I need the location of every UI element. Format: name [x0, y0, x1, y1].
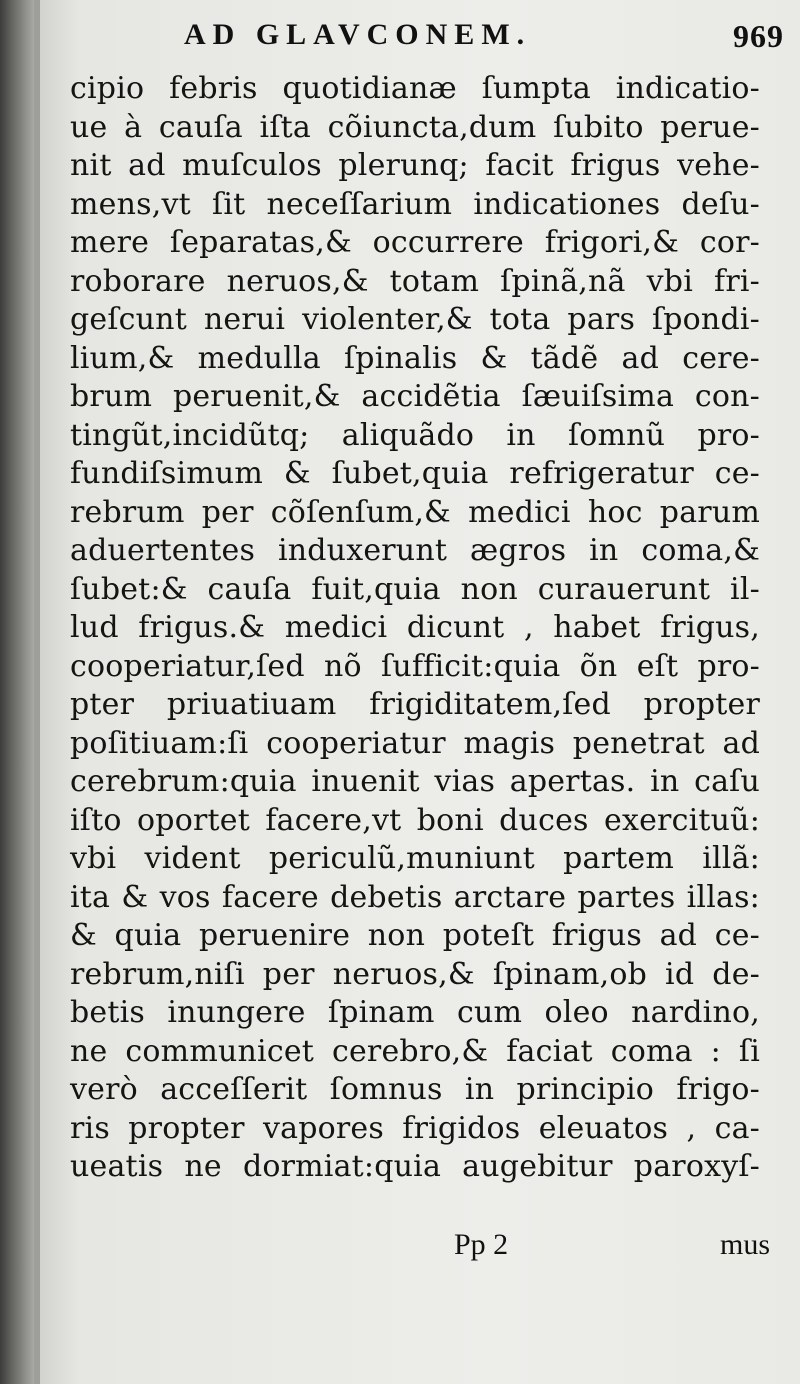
- book-page: [34, 0, 800, 1384]
- text-line: verò acceſſerit ſomnus in principio frigo-: [70, 1072, 760, 1107]
- catchword: mus: [719, 1228, 770, 1261]
- text-line: ſubet:& cauſa fuit,quia non curauerunt il-: [70, 571, 760, 607]
- signature-mark: Pp 2: [454, 1228, 509, 1261]
- text-line: lud frigus.& medici dicunt , habet frigus,: [70, 610, 760, 645]
- text-line: lium,& medulla ſpinalis & tãdẽ ad cere-: [70, 340, 760, 376]
- text-line: ne communicet cerebro,& faciat coma : ſi: [70, 1033, 760, 1069]
- text-line: ita & vos facere debetis arctare partes illas:: [70, 879, 760, 915]
- page-number: 969: [733, 18, 784, 54]
- text-line: iſto oportet facere,vt boni duces exercituũ:: [70, 802, 760, 838]
- text-line: nit ad muſculos plerunq; facit frigus vehe-: [70, 148, 760, 183]
- text-line: cipio febris quotidianæ ſumpta indicatio-: [70, 71, 760, 106]
- text-line: pter priuatiuam frigiditatem,ſed propter: [70, 687, 760, 722]
- page-gutter: [34, 0, 40, 1384]
- text-line: roborare neruos,& totam ſpinã,nã vbi fri-: [70, 263, 760, 299]
- text-line: mens,vt ſit neceſſarium indicationes deſu-: [70, 186, 760, 222]
- text-line: aduertentes induxerunt ægros in coma,&: [70, 533, 760, 568]
- text-line: brum peruenit,& accidẽtia ſæuiſsima con-: [70, 379, 760, 414]
- text-line: geſcunt nerui violenter,& tota pars ſpondi-: [70, 302, 760, 337]
- text-line: cerebrum:quia inuenit vias apertas. in caſu: [70, 764, 760, 799]
- text-line: rebrum per cõſenſum,& medici hoc parum: [70, 494, 760, 530]
- adjacent-page-bleed: [0, 60, 26, 620]
- text-line: ueatis ne dormiat:quia augebitur paroxyſ-: [70, 1149, 760, 1184]
- text-line: fundiſsimum & ſubet,quia refrigeratur ce-: [70, 456, 760, 491]
- text-line: tingũt,incidũtq; aliquãdo in ſomnũ pro-: [70, 417, 760, 453]
- page-header: [184, 18, 784, 64]
- text-line: ris propter vapores frigidos eleuatos , ca-: [70, 1110, 760, 1146]
- text-line: rebrum,niſi per neruos,& ſpinam,ob id de-: [70, 956, 760, 992]
- text-line: cooperiatur,ſed nõ ſufficit:quia õn eſt pro-: [70, 648, 760, 684]
- page-footer: [454, 1228, 770, 1268]
- text-line: betis inungere ſpinam cum oleo nardino,: [70, 995, 760, 1030]
- running-head: AD GLAVCONEM.: [184, 18, 532, 51]
- text-line: vbi vident periculũ,muniunt partem illã:: [70, 841, 760, 876]
- text-line: & quia peruenire non poteſt frigus ad ce-: [70, 918, 760, 953]
- text-line: mere ſeparatas,& occurrere frigori,& cor-: [70, 225, 760, 260]
- text-line: poſitiuam:ſi cooperiatur magis penetrat ad: [70, 725, 760, 761]
- text-block: [70, 70, 760, 1187]
- text-line: ue à cauſa iſta cõiuncta,dum ſubito perue-: [70, 109, 760, 145]
